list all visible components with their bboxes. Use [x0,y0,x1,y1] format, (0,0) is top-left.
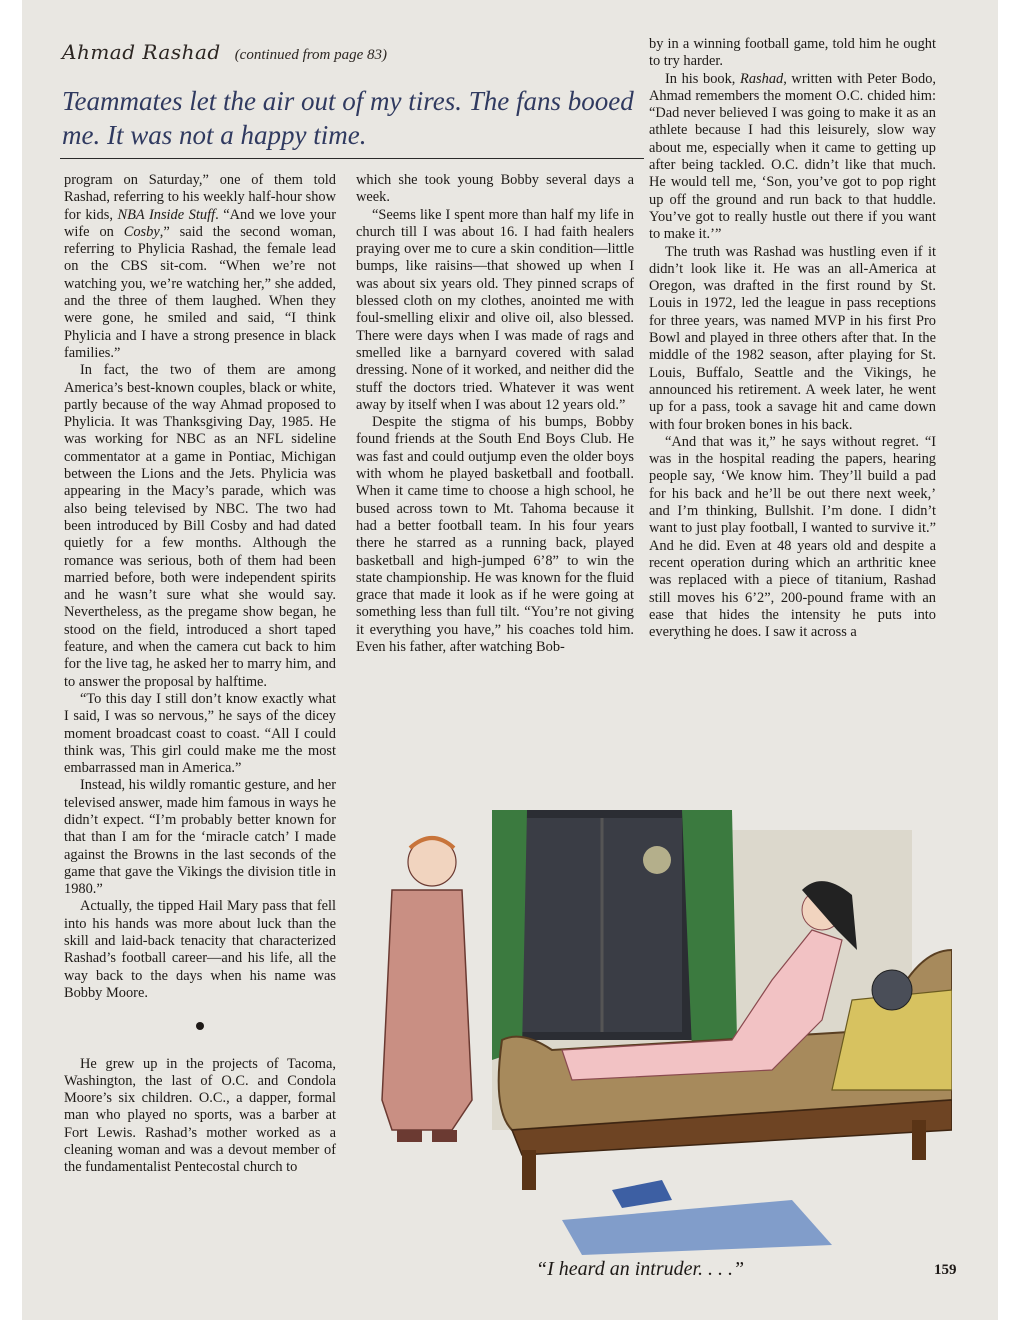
paragraph: Instead, his wildly romantic gesture, and her televised answer, made him famous in ways he didn’t expect. “I’m probably better known for that than I am for the ‘miracle catch’ I made against the Browns in the last seconds of the game that gave the Vikings the division title in 1980.” [64,777,336,898]
paragraph: In his book, Rashad, written with Peter Bodo, Ahmad remembers the moment O.C. chided him: “Dad never believed I was going to make it as an athlete because I had this leisurely, slow way about me, especially when it came to getting up after being tackled. O.C. didn’t like that much. He would tell me, ‘Son, you’ve got to pop right up off the ground and run back to that huddle. You’ve got to really hustle out there if you want to make it.’” [649,70,936,243]
cartoon-illustration [352,800,952,1260]
curtain-left [492,810,527,1060]
author-signature: Ahmad Rashad [62,40,221,64]
continued-note: (continued from page 83) [234,47,388,63]
article-column-2 [356,172,634,656]
cartoon-caption: “I heard an intruder. . . .” [536,1258,745,1280]
byline [62,40,622,70]
paragraph: Despite the stigma of his bumps, Bobby found friends at the South End Boys Club. He was fast and could outjump even the older boys with whom he played basketball and football. When it came time to choose a high school, he bused across town to Mt. Tahoma because it had a better football team. In his four years there he starred as a running back, played basketball and high-jumped 6’8” to win the state championship. He was known for the fluid grace that made it look as if he were going at something less than full tilt. “You’re not giving it everything you have,” his coaches told him. Even his father, after watching Bob- [356,414,634,656]
page-number: 159 [934,1262,957,1278]
paragraph: “Seems like I spent more than half my life in church till I was about 16. I had faith healers praying over me to cure a skin condition—little bumps, like raisins—that showed up when I was about six years old. They pinned scraps of blessed cloth on my clothes, anointed me with foul-smelling elixir and olive oil, also blessed. There were days when I was made of rags and smelled like a barnyard covered with salad dressing. None of it worked, and neither did the stuff the doctors tried. Whatever it was went away by itself when I was about 12 years old.” [356,206,634,413]
pull-quote-rule [60,158,644,159]
paragraph: Actually, the tipped Hail Mary pass that fell into his hands was more about luck than the skill and laid-back tenacity that characterized Rashad’s football career—and his life, all the way back to the days when his name was Bobby Moore. [64,898,336,1001]
paragraph: He grew up in the projects of Tacoma, Washington, the last of O.C. and Condola Moore’s six children. O.C., a dapper, formal man who played no sports, was a barber at Fort Lewis. Rashad’s mother worked as a cleaning woman and was a devout member of the fundamentalist Pentecostal church to [64,1055,336,1176]
paragraph: by in a winning football game, told him he ought to try harder. [649,36,936,70]
article-column-1 [64,172,336,1177]
pull-quote: Teammates let the air out of my tires. The fans booed me. It was not a happy time. [62,86,634,150]
paragraph: “And that was it,” he says without regret. “I was in the hospital reading the papers, hearing people say, ‘We know him. They’ll build a pad for his back and he’ll be out there next week,’ and I’m thinking, Bullshit. I’m done. I didn’t want to just play football, I wanted to survive it.” And he did. Even at 48 years old and despite a recent operation during which an arthritic knee was replaced with a piece of titanium, Rashad still moves his 6’2”, 200-pound frame with an ease that hides the intensity he puts into everything he does. I saw it across a [649,433,936,641]
article-column-3 [649,36,936,641]
paragraph: program on Saturday,” one of them told Rashad, referring to his weekly half-hour show for kids, NBA Inside Stuff. “And we love your wife on Cosby,” said the second woman, referring to Phylicia Rashad, the female lead on the CBS sit-com. “When we’re not watching you, we’re watching her,” she added, and the three of them laughed. When they were gone, he smiled and said, “I think Phylicia and I have a strong presence in black families.” [64,172,337,361]
paragraph: “To this day I still don’t know exactly what I said, I was so nervous,” he says of the dicey moment broadcast coast to coast. “All I could think was, This girl could make me the most embarrassed man in America.” [64,690,336,777]
paragraph: which she took young Bobby several days a week. [356,172,634,206]
paragraph: The truth was Rashad was hustling even if it didn’t look like it. He was an all-America at Oregon, was drafted in the first round by St. Louis in 1972, led the league in pass receptions for three years, was named MVP in his first Pro Bowl and played in three others after that. In the middle of the 1982 season, after playing for St. Louis, Buffalo, Seattle and the Vikings, he announced his retirement. A week later, he went up for a pass, took a savage hit and came down with four broken bones in his back. [649,243,936,433]
magazine-page [22,0,998,1320]
paragraph: In fact, the two of them are among America’s best-known couples, black or white, partly because of the way Ahmad proposed to Phylicia. It was Thanksgiving Day, 1985. He was working for NBC as an NFL sideline commentator at a game in Pontiac, Michigan between the Lions and the Jets. Phylicia was appearing in the Macy’s parade, which was also being televised by NBC. The two had been introduced by Bill Cosby and had dated quietly for a few months. Although the romance was serious, both of them had been married before, both were independent spirits and he wasn’t sure what she would say. Nevertheless, as the pregame show began, he stood on the field, introduced a short taped feature, and when the camera cut back to him for the live tag, he asked her to marry him, and to answer the proposal by halftime. [64,362,336,690]
section-break-dot [64,1018,336,1035]
